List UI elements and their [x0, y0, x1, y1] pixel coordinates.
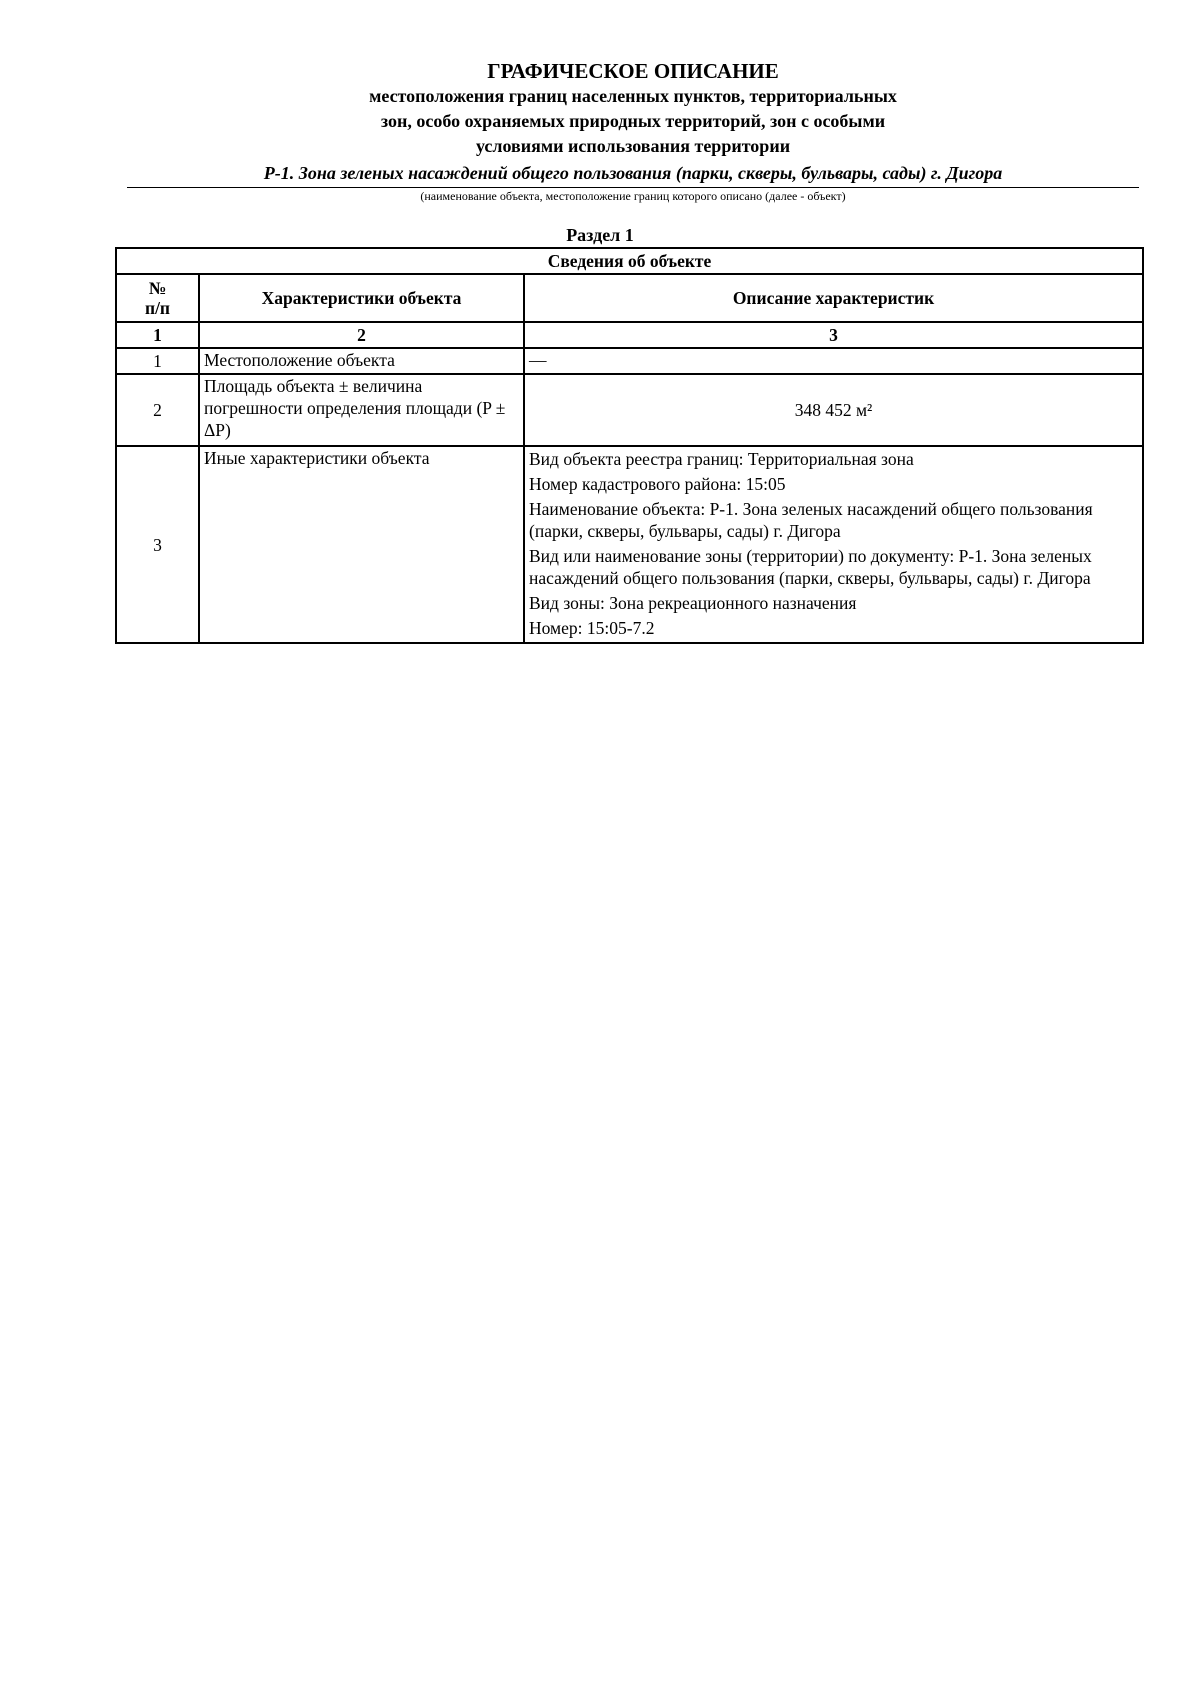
row-description	[524, 446, 1143, 643]
detail-cadastral-district: Номер кадастрового района: 15:05	[529, 474, 786, 494]
row-number: 2	[116, 374, 199, 446]
detail-zone-by-document: Вид или наименование зоны (территории) по документу: Р-1. Зона зеленых насаждений общего пользования (парки, скверы, бульвары, сады) г. Дигора	[529, 546, 1092, 588]
row-characteristic: Площадь объекта ± величина погрешности определения площади (P ± ΔP)	[199, 374, 524, 446]
row-description: 348 452 м²	[524, 374, 1143, 446]
column-numbers-row	[116, 322, 1143, 348]
column-number-1: 1	[116, 322, 199, 348]
row-number: 3	[116, 446, 199, 643]
column-number-3: 3	[524, 322, 1143, 348]
section-title: Раздел 1	[566, 225, 634, 245]
document-subtitle-line-2: зон, особо охраняемых природных территорий, зон с особыми	[380, 111, 886, 131]
detail-object-name: Наименование объекта: Р-1. Зона зеленых насаждений общего пользования (парки, скверы, бульвары, сады) г. Дигора	[529, 499, 1093, 541]
row-characteristic: Местоположение объекта	[199, 348, 524, 374]
table-header-row	[116, 274, 1143, 322]
document-title: ГРАФИЧЕСКОЕ ОПИСАНИЕ	[487, 59, 779, 83]
table-row	[116, 348, 1143, 374]
document-header	[127, 58, 1139, 204]
detail-zone-type: Вид зоны: Зона рекреационного назначения	[529, 593, 857, 613]
column-header-characteristic: Характеристики объекта	[199, 274, 524, 322]
table-caption-row	[116, 248, 1143, 274]
column-number-2: 2	[199, 322, 524, 348]
object-info-table	[115, 247, 1144, 644]
column-header-description: Описание характеристик	[524, 274, 1143, 322]
table-row	[116, 374, 1143, 446]
table-caption: Сведения об объекте	[116, 248, 1143, 274]
object-name-hint: (наименование объекта, местоположение границ которого описано (далее - объект)	[420, 189, 846, 203]
document-subtitle-line-3: условиями использования территории	[475, 136, 791, 156]
row-description: —	[524, 348, 1143, 374]
column-header-number: № п/п	[116, 274, 199, 322]
row-characteristic: Иные характеристики объекта	[199, 446, 524, 643]
underline-rule	[127, 187, 1139, 188]
table-row	[116, 446, 1143, 643]
object-name: Р-1. Зона зеленых насаждений общего пользования (парки, скверы, бульвары, сады) г. Дигора	[263, 163, 1003, 183]
row-number: 1	[116, 348, 199, 374]
document-subtitle-line-1: местоположения границ населенных пунктов, территориальных	[369, 86, 897, 106]
detail-registry-type: Вид объекта реестра границ: Территориальная зона	[529, 449, 914, 469]
detail-zone-number: Номер: 15:05-7.2	[529, 618, 655, 638]
